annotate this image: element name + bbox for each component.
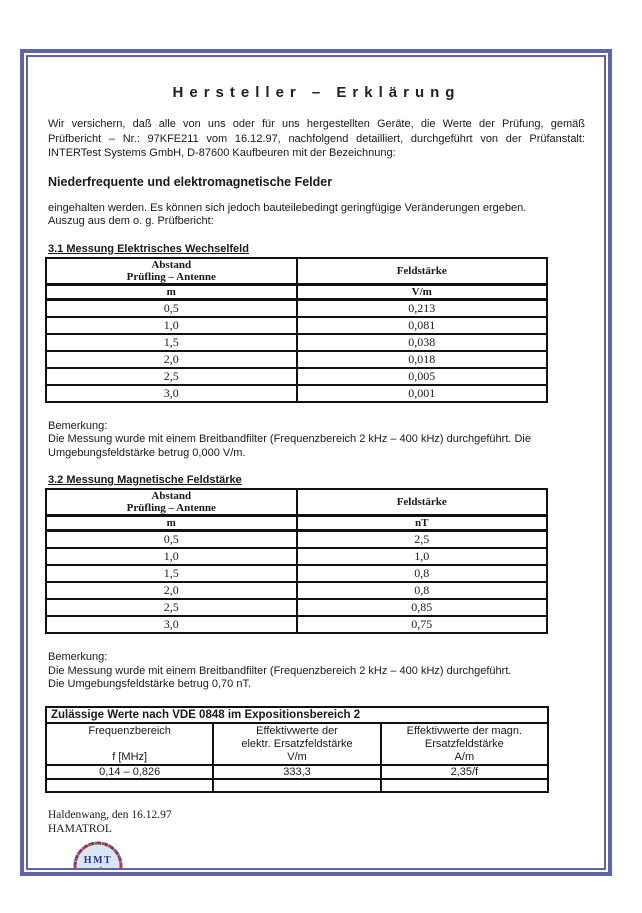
limits-header-electric: Effektivwerte der elektr. Ersatzfeldstärke V/m (213, 723, 380, 765)
limits-header-row (46, 723, 548, 765)
table-row: 1,5 0,038 (46, 334, 547, 351)
table-row: 2,0 0,018 (46, 351, 547, 368)
table-row: 0,5 2,5 (46, 531, 547, 549)
document-page (26, 55, 606, 870)
intro-paragraph (48, 117, 585, 161)
limits-title-row (46, 707, 548, 723)
table-row: 3,0 0,001 (46, 385, 547, 402)
remark-label: Bemerkung: (48, 419, 108, 432)
table-electric-field (45, 257, 548, 403)
remark-3-2 (48, 651, 585, 692)
seal-hmt-text: HMT (83, 854, 113, 866)
signature-block (48, 808, 585, 836)
remark-line: Die Umgebungsfeldstärke betrug 0,70 nT. (48, 678, 252, 690)
limits-data-row: 0,14 – 0,826 333,3 2,35/f (46, 765, 548, 779)
remark-line: Die Messung wurde mit einem Breitbandfilter (Frequenzbereich 2 kHz – 400 kHz) durchgeführt. Die (48, 433, 531, 445)
remark-line: Die Messung wurde mit einem Breitbandfilter (Frequenzbereich 2 kHz – 400 kHz) durchgeführt. (48, 664, 512, 677)
limits-title: Zulässige Werte nach VDE 0848 im Expositionsbereich 2 (46, 707, 548, 723)
unit-cell: m (46, 284, 297, 299)
table-row: 0,5 0,213 (46, 299, 547, 317)
limits-header-magnetic: Effektivwerte der magn. Ersatzfeldstärke A/m (381, 723, 548, 765)
section-heading-3-2: 3.2 Messung Magnetische Feldstärke (48, 474, 242, 486)
intro-line: Wir versichern, daß alle von uns oder für uns hergestellten Geräte, die Werte der Prüfung, gemäß (48, 118, 585, 130)
remark-3-1 (48, 420, 585, 461)
table-row: 3,0 0,75 (46, 616, 547, 633)
table-header-row (46, 489, 547, 516)
table-row: 2,5 0,85 (46, 599, 547, 616)
unit-cell: nT (297, 516, 548, 531)
place-date: Haldenwang, den 16.12.97 (48, 808, 172, 821)
intro-line: INTERTest Systems GmbH, D-87600 Kaufbeuren mit der Bezeichnung: (48, 147, 396, 159)
unit-cell: V/m (297, 284, 548, 299)
company-seal (66, 840, 132, 871)
company-name: HAMATROL (48, 822, 112, 835)
remark-line: Umgebungsfeldstärke betrug 0,000 V/m. (48, 446, 246, 459)
section-heading-3-1: 3.1 Messung Elektrisches Wechselfeld (48, 242, 249, 255)
compliance-paragraph (48, 202, 585, 229)
header-cell-feldstaerke: Feldstärke (297, 489, 548, 516)
header-cell-abstand: Abstand Prüfling – Antenne (46, 489, 297, 516)
table-magnetic-field (45, 488, 548, 634)
table-unit-row (46, 516, 547, 531)
limits-empty-row (46, 779, 548, 792)
document-title: Hersteller – Erklärung (172, 84, 461, 101)
company-seal-icon (66, 840, 132, 871)
table-row: 1,0 1,0 (46, 548, 547, 565)
unit-cell: m (46, 516, 297, 531)
table-row: 1,0 0,081 (46, 317, 547, 334)
header-cell-abstand: Abstand Prüfling – Antenne (46, 258, 297, 285)
intro-line: Prüfbericht – Nr.: 97KFE211 vom 16.12.97, nachfolgend detailliert, durchgeführt von der Prüfanstalt: (48, 132, 585, 145)
limits-header-frequency: Frequenzbereich f [MHz] (46, 723, 213, 765)
compliance-line: eingehalten werden. Es können sich jedoch bauteilebedingt geringfügige Veränderungen ergeben. (48, 201, 527, 214)
page-border-frame (20, 49, 612, 876)
table-row: 2,0 0,8 (46, 582, 547, 599)
subject-heading: Niederfrequente und elektromagnetische Felder (48, 174, 333, 189)
compliance-line: Auszug aus dem o. g. Prüfbericht: (48, 215, 214, 227)
table-row: 2,5 0,005 (46, 368, 547, 385)
table-unit-row (46, 284, 547, 299)
table-header-row (46, 258, 547, 285)
table-row: 1,5 0,8 (46, 565, 547, 582)
header-cell-feldstaerke: Feldstärke (297, 258, 548, 285)
remark-label: Bemerkung: (48, 651, 108, 663)
table-vde-limits (45, 706, 549, 793)
